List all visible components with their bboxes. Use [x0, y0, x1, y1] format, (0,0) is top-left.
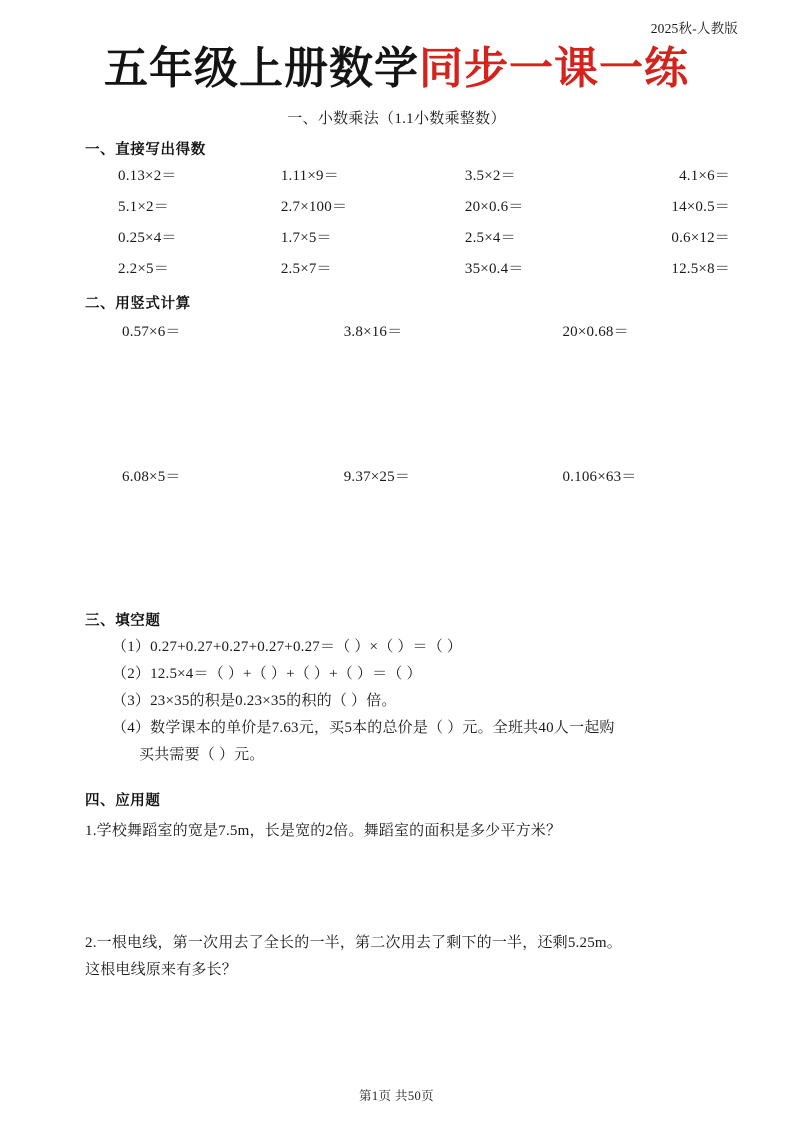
oral-calc-item: 14×0.5＝	[671, 199, 730, 215]
oral-calc-item: 2.7×100＝	[280, 199, 348, 215]
oral-calc-item: 2.5×7＝	[280, 261, 332, 277]
vertical-calc-item: 0.106×63＝	[562, 469, 637, 485]
oral-calc-item: 0.13×2＝	[118, 168, 177, 184]
oral-calc-item: 3.5×2＝	[464, 168, 516, 184]
list-item: （3）23×35的积是0.23×35的积的（ ）倍。	[112, 693, 397, 709]
section-heading-vertical-calc: 二、用竖式计算	[85, 296, 191, 312]
edition-label: 2025秋-人教版	[650, 21, 738, 36]
section-heading-oral-calc: 一、直接写出得数	[85, 142, 206, 158]
table-row	[110, 320, 730, 341]
word-problem-text-line-1: 2.一根电线，第一次用去了全长的一半，第二次用去了剩下的一半，还剩5.25m。	[85, 935, 622, 951]
oral-calc-item: 0.6×12＝	[671, 230, 730, 246]
oral-calc-grid	[110, 164, 730, 288]
oral-calc-item: 1.7×5＝	[280, 230, 332, 246]
word-problem-2	[85, 930, 735, 984]
oral-calc-item: 0.25×4＝	[118, 230, 177, 246]
page-title	[0, 43, 793, 95]
vertical-calc-item: 6.08×5＝	[122, 469, 181, 485]
vertical-calc-item: 20×0.68＝	[562, 324, 629, 340]
section-heading-fill-in-blank: 三、填空题	[85, 613, 161, 629]
oral-calc-item: 12.5×8＝	[671, 261, 730, 277]
table-row	[110, 226, 730, 257]
list-item	[112, 715, 752, 769]
word-problem-1	[85, 818, 735, 845]
page-title-black-part: 五年级上册数学	[104, 43, 419, 94]
oral-calc-item: 5.1×2＝	[118, 199, 169, 215]
oral-calc-item: 35×0.4＝	[464, 261, 524, 277]
oral-calc-item: 20×0.6＝	[464, 199, 524, 215]
word-problem-text: 1.学校舞蹈室的宽是7.5m，长是宽的2倍。舞蹈室的面积是多少平方米？	[85, 823, 562, 839]
oral-calc-item: 2.5×4＝	[464, 230, 516, 246]
list-item: （1）0.27+0.27+0.27+0.27+0.27＝（ ）×（ ）＝（ ）	[112, 639, 463, 655]
page-title-red-part: 同步一课一练	[419, 43, 689, 94]
vertical-calc-item: 3.8×16＝	[343, 324, 403, 340]
list-item: （2）12.5×4＝（ ）+（ ）+（ ）+（ ）＝（ ）	[112, 666, 422, 682]
list-item-line-2: 买共需要（ ）元。	[139, 747, 265, 763]
vertical-calc-item: 0.57×6＝	[122, 324, 181, 340]
table-row	[110, 465, 730, 486]
oral-calc-item: 4.1×6＝	[679, 168, 730, 184]
page-footer: 第1页 共50页	[358, 1089, 435, 1103]
oral-calc-item: 1.11×9＝	[280, 168, 339, 184]
list-item-line-1: （4）数学课本的单价是7.63元，买5本的总价是（ ）元。全班共40人一起购	[112, 720, 615, 736]
vertical-calc-row-1	[110, 320, 730, 341]
table-row	[110, 195, 730, 226]
vertical-calc-item: 9.37×25＝	[343, 469, 411, 485]
section-heading-word-problems: 四、应用题	[85, 793, 161, 809]
word-problem-text-line-2: 这根电线原来有多长？	[85, 962, 238, 978]
vertical-calc-row-2	[110, 465, 730, 486]
table-row	[110, 257, 730, 288]
oral-calc-item: 2.2×5＝	[118, 261, 169, 277]
fill-in-blank-list	[112, 634, 752, 769]
table-row	[110, 164, 730, 195]
page-subtitle: 一、小数乘法（1.1小数乘整数）	[287, 111, 506, 127]
